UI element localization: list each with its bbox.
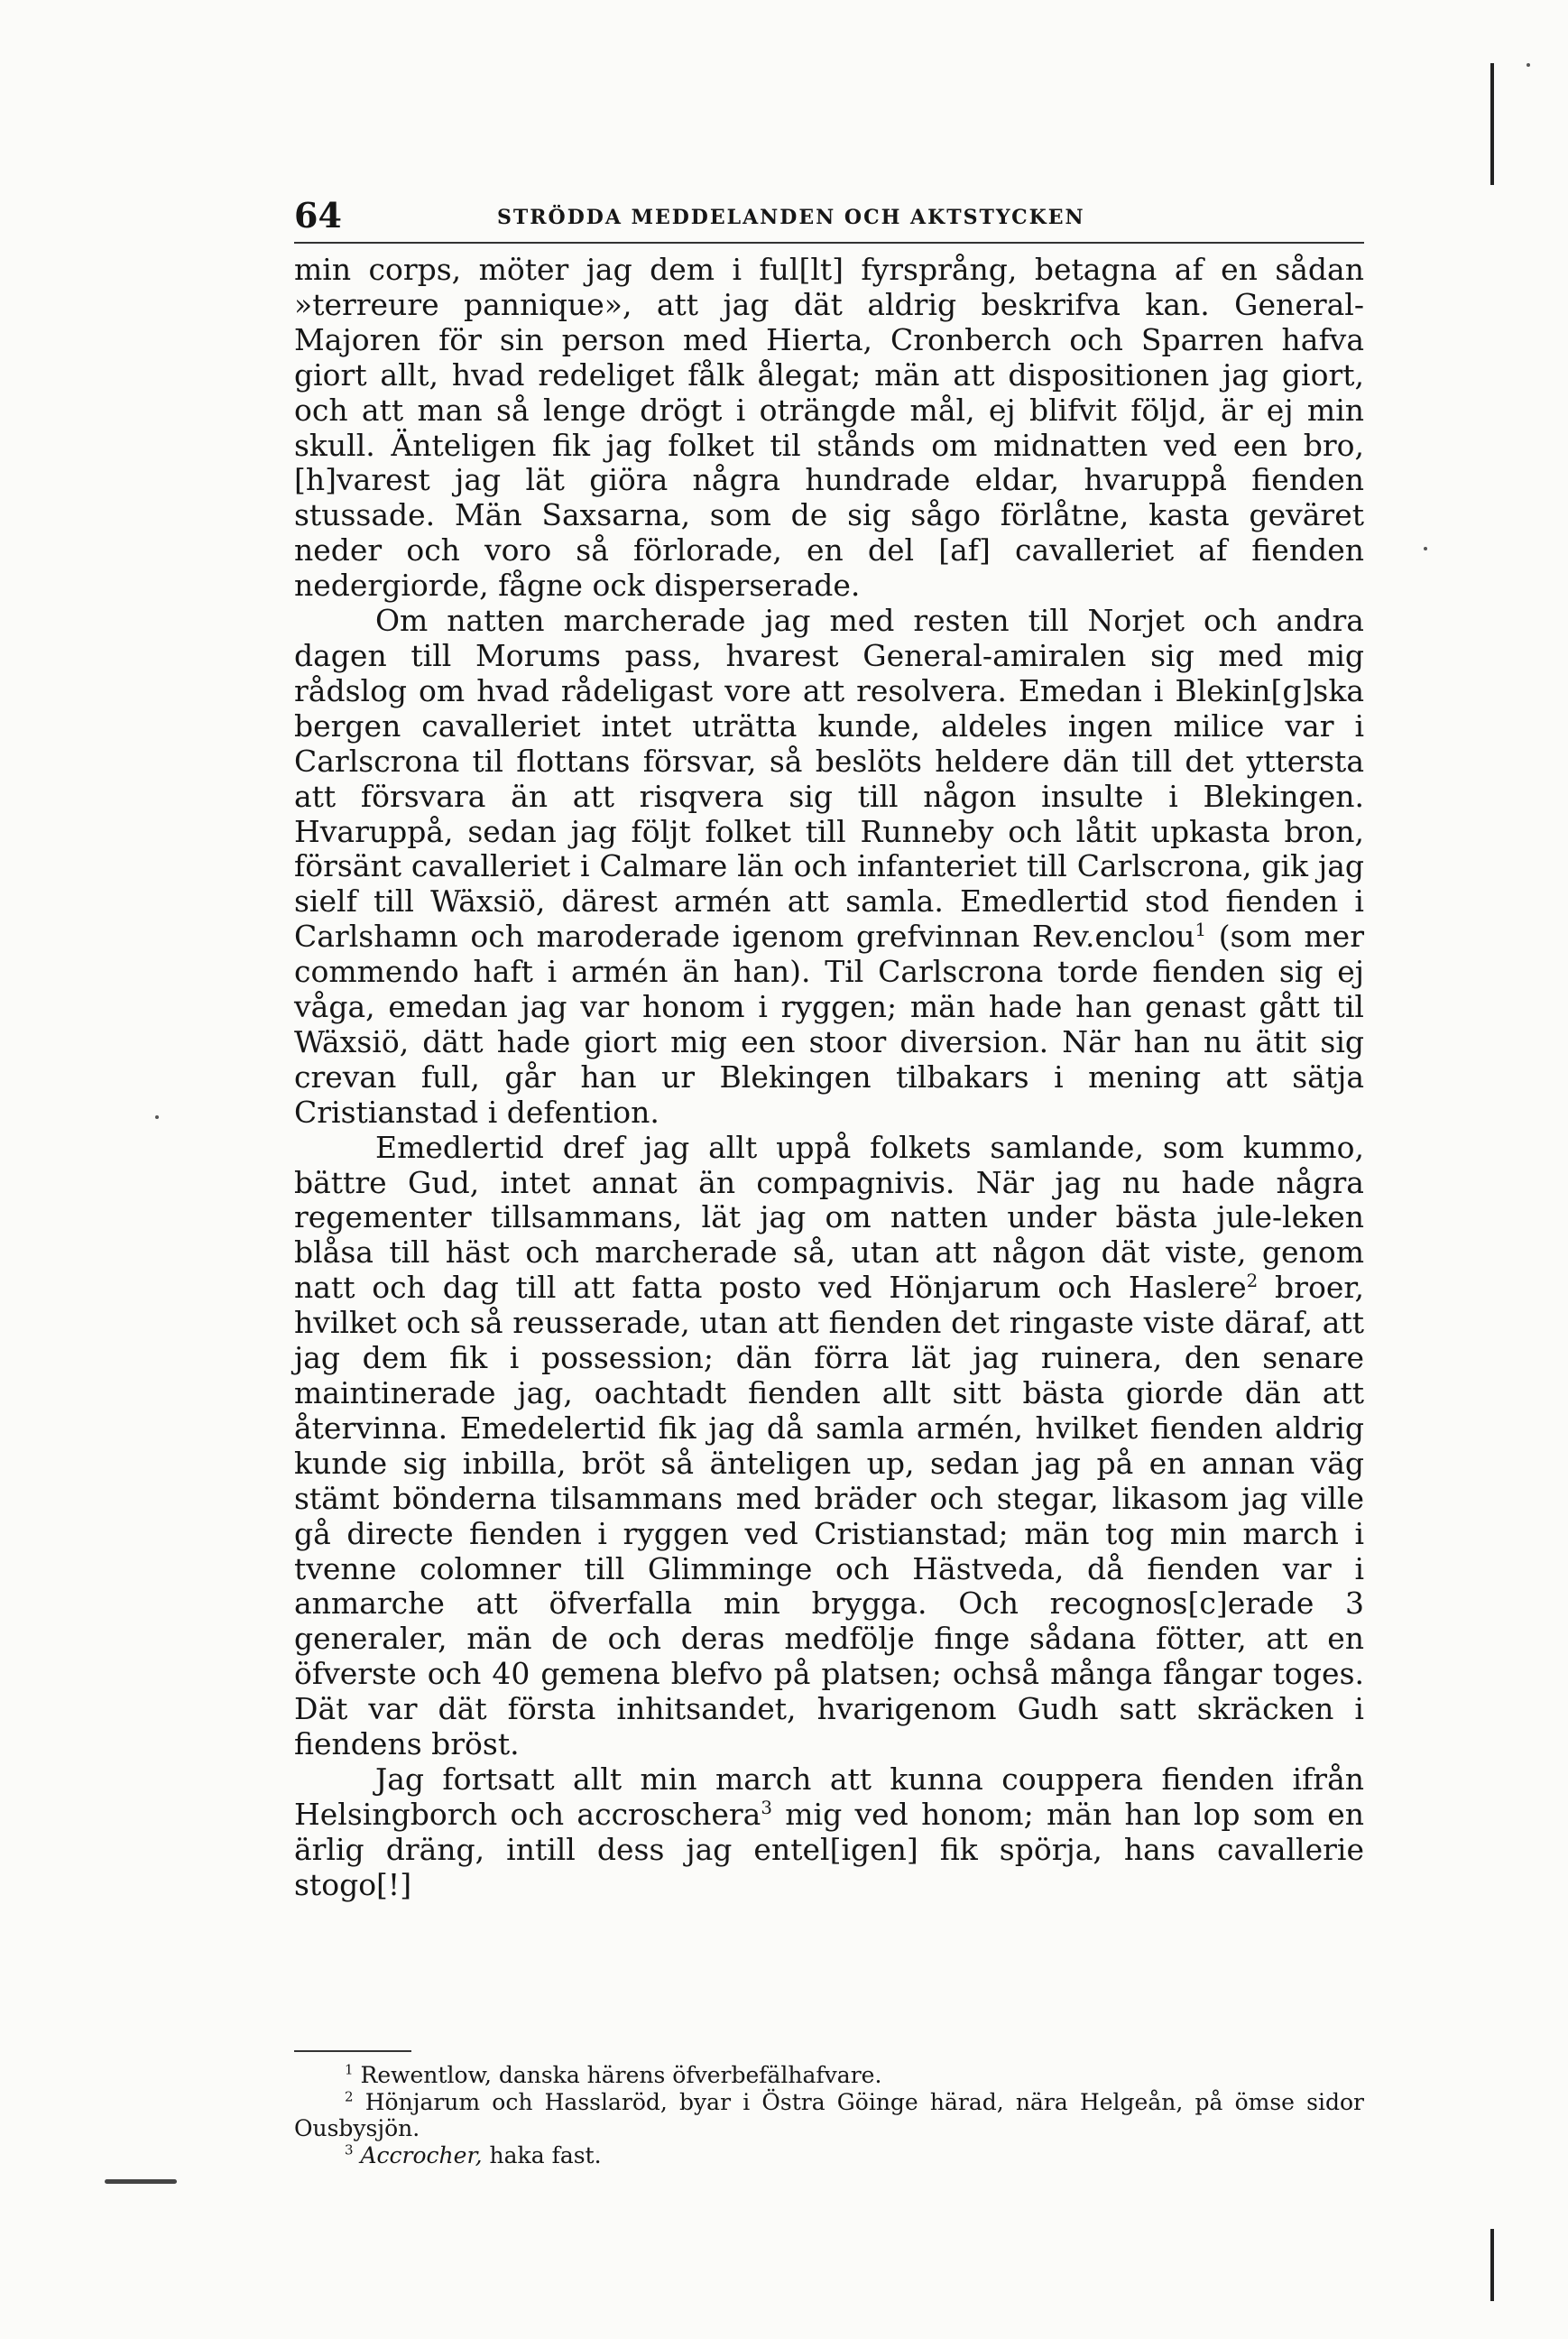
scan-edge-mark [1490, 63, 1494, 185]
scan-speck [1526, 63, 1530, 67]
paragraph-text: min corps, möter jag dem i ful[lt] fyrsprång, betagna af en sådan »terreure pannique», att jag dät aldrig beskrifva kan. General-Majoren för sin person med Hierta, Cronberch och Sparren hafva giort allt, hvad redeliget fålk ålegat; män att dispositionen jag giort, och att man så lenge drögt i oträngde mål, ej blifvit följd, är ej min skull. Änteligen fik jag folket til stånds om midnatten ved een bro, [h]varest jag lät giöra några hundrade eldar, hvaruppå fienden stussade. Män Saxsarna, som de sig sågo förlåtne, kasta geväret neder och voro så förlorade, en del [af] cavalleriet af fienden nedergiorde, fågne ock disperserade. [294, 252, 1364, 604]
paragraph [294, 253, 1364, 604]
footnotes [294, 2062, 1364, 2168]
paragraph [294, 1131, 1364, 1762]
footnote-mark: 2 [345, 2088, 354, 2105]
footnote-text: Hönjarum och Hasslaröd, byar i Östra Göinge härad, nära Helgeån, på ömse sidor Ousbysjön. [294, 2088, 1364, 2141]
scan-speck [1424, 547, 1427, 550]
paragraph [294, 1762, 1364, 1903]
paragraph-text: Om natten marcherade jag med resten till Norjet och andra dagen till Morums pass, hvarest General-amiralen sig med mig rådslog om hvad rådeligast vore att resolvera. Emedan i Blekin[g]ska bergen cavalleriet intet uträtta kunde, aldeles ingen milice var i Carlscrona til flottans försvar, så beslöts heldere dän till det yttersta att försvara än att risqvera sig till någon insulte i Blekingen. Hvaruppå, sedan jag följt folket till Runneby och låtit upkasta bron, försänt cavalleriet i Calmare län och infanteriet till Carlscrona, gik jag sielf till Wäxsiö, därest armén att samla. Emedlertid stod fienden i Carlshamn och maroderade igenom grefvinnan Rev.enclou [294, 603, 1364, 955]
scan-smudge [105, 2179, 177, 2184]
scan-edge-mark [1490, 2229, 1494, 2301]
page-number: 64 [294, 195, 342, 236]
footnote-mark: 1 [345, 2061, 354, 2078]
header-rule [294, 242, 1364, 244]
footnote-text: haka fast. [482, 2141, 602, 2168]
body-text [294, 253, 1364, 1903]
paragraph-text: broer, hvilket och så reusserade, utan att fienden det ringaste viste däraf, att jag dem fik i possession; dän förra lät jag ruinera, den senare maintinerade jag, oachtadt fienden allt sitt bästa giorde dän att återvinna. Emedelertid fik jag då samla armén, hvilket fienden aldrig kunde sig inbilla, bröt så änteligen up, sedan jag på en annan väg stämt bönderna tilsammans med bräder och stegar, likasom jag ville gå directe fienden i ryggen ved Cristianstad; män tog min march i tvenne colomner till Glimminge och Hästveda, då fienden var i anmarche att öfverfalla min brygga. Och recognos[c]erade 3 generaler, män de och deras medfölje finge sådana fötter, att en öfverste och 40 gemena blefvo på platsen; ochså många fångar toges. Dät var dät första inhitsandet, hvarigenom Gudh satt skräcken i fiendens bröst. [294, 1270, 1364, 1762]
footnote-text: Rewentlow, danska härens öfverbefälhafvare. [360, 2062, 882, 2088]
running-head: STRÖDDA MEDDELANDEN OCH AKTSTYCKEN [497, 206, 1085, 229]
paragraph-text: (som mer commendo haft i armén än han). Til Carlscrona torde fienden sig ej våga, emedan jag var honom i ryggen; män hade han genast gått til Wäxsiö, dätt hade giort mig een stoor diversion. När han nu ätit sig crevan full, går han ur Blekingen tilbakars i mening att sätja Cristianstad i defention. [294, 919, 1364, 1130]
paragraph-text: Jag fortsatt allt min march att kunna couppera fienden ifrån Helsingborch och accroschera [294, 1761, 1364, 1832]
footnote-ref: 1 [1194, 920, 1207, 941]
footnote-term: Accrocher, [360, 2141, 483, 2168]
footnote-ref: 3 [761, 1797, 772, 1818]
footnote-ref: 2 [1246, 1271, 1259, 1292]
paragraph [294, 604, 1364, 1131]
paragraph-text: Emedlertid dref jag allt uppå folkets samlande, som kummo, bättre Gud, intet annat än compagnivis. När jag nu hade några regementer tillsammans, lät jag om natten under bästa jule-leken blåsa till häst och marcherade så, utan att någon dät viste, genom natt och dag till att fatta posto ved Hönjarum och Haslere [294, 1129, 1364, 1306]
footnote [294, 2089, 1364, 2142]
page-header [294, 191, 1364, 236]
scan-speck [155, 1115, 159, 1119]
footnote [294, 2062, 1364, 2089]
footnote [294, 2142, 1364, 2169]
paragraph-text: mig ved honom; män han lop som en ärlig dräng, intill dess jag entel[igen] fik spörja, hans cavallerie stogo[!] [294, 1796, 1364, 1902]
footnote-rule [294, 2050, 411, 2052]
footnote-mark: 3 [345, 2141, 354, 2159]
